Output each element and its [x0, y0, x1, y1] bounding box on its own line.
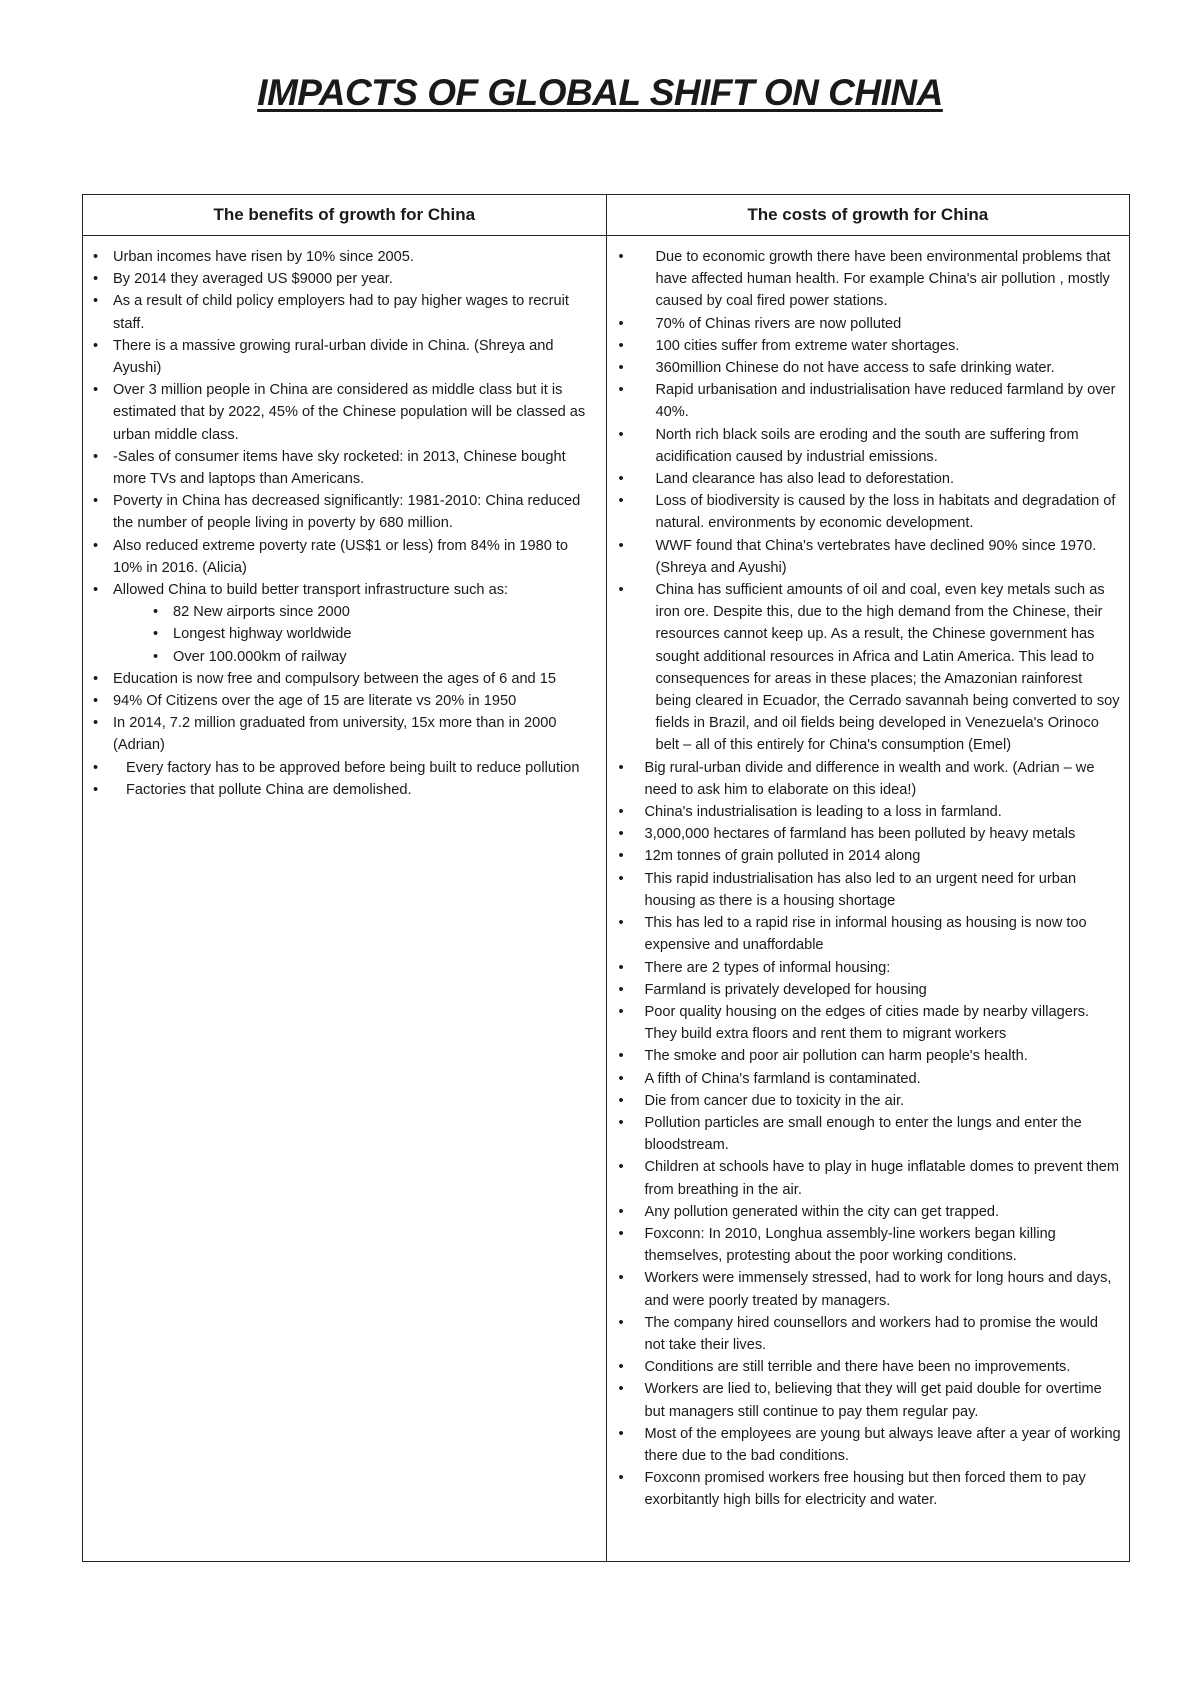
list-item: • China has sufficient amounts of oil and coal, even key metals such as iron ore. Despite this, due to the high demand from the Chinese, their resources cannot keep up. As a result, the Chinese government has sought additional resources in Africa and Latin America. This lead to consequences for areas in these places; the Amazonian rainforest being cleared in Ecuador, the Cerrado savannah being converted to soy fields in Brazil, and oil fields being developed in Venezuela's Orinoco belt – all of this entirely for China's consumption (Emel): [615, 579, 1122, 757]
list-item: • Foxconn: In 2010, Longhua assembly-line workers began killing themselves, protesting about the poor working conditions.: [615, 1223, 1122, 1267]
list-item: • Rapid urbanisation and industrialisation have reduced farmland by over 40%.: [615, 379, 1122, 423]
list-item: • By 2014 they averaged US $9000 per year.: [91, 268, 598, 290]
list-item: • Allowed China to build better transport infrastructure such as:: [91, 579, 598, 601]
list-item: • Any pollution generated within the city can get trapped.: [615, 1201, 1122, 1223]
list-item: • 3,000,000 hectares of farmland has been polluted by heavy metals: [615, 823, 1122, 845]
sub-list-item: • 82 New airports since 2000: [91, 601, 598, 623]
list-item: • Urban incomes have risen by 10% since 2005.: [91, 246, 598, 268]
costs-cell: [606, 236, 1130, 1562]
list-item: • Land clearance has also lead to deforestation.: [615, 468, 1122, 490]
list-item: • Most of the employees are young but always leave after a year of working there due to the bad conditions.: [615, 1423, 1122, 1467]
list-item: • Due to economic growth there have been environmental problems that have affected human health. For example China's air pollution , mostly caused by coal fired power stations.: [615, 246, 1122, 313]
list-item: • WWF found that China's vertebrates have declined 90% since 1970. (Shreya and Ayushi): [615, 535, 1122, 579]
benefits-cell: [83, 236, 607, 1562]
list-item: • 100 cities suffer from extreme water shortages.: [615, 335, 1122, 357]
list-item: • Workers were immensely stressed, had to work for long hours and days, and were poorly treated by managers.: [615, 1267, 1122, 1311]
list-item: • 360million Chinese do not have access to safe drinking water.: [615, 357, 1122, 379]
list-item: • Every factory has to be approved before being built to reduce pollution: [91, 757, 598, 779]
list-item: • 94% Of Citizens over the age of 15 are literate vs 20% in 1950: [91, 690, 598, 712]
list-item: • Children at schools have to play in huge inflatable domes to prevent them from breathing in the air.: [615, 1156, 1122, 1200]
list-item: • Education is now free and compulsory between the ages of 6 and 15: [91, 668, 598, 690]
list-item: • China's industrialisation is leading to a loss in farmland.: [615, 801, 1122, 823]
costs-header: The costs of growth for China: [606, 195, 1130, 236]
list-item: • A fifth of China's farmland is contaminated.: [615, 1068, 1122, 1090]
costs-list: [615, 246, 1122, 1512]
list-item: • Poor quality housing on the edges of cities made by nearby villagers. They build extra floors and rent them to migrant workers: [615, 1001, 1122, 1045]
list-item: • The company hired counsellors and workers had to promise the would not take their lives.: [615, 1312, 1122, 1356]
list-item: • This rapid industrialisation has also led to an urgent need for urban housing as there is a housing shortage: [615, 868, 1122, 912]
list-item: • 70% of Chinas rivers are now polluted: [615, 313, 1122, 335]
list-item: • 12m tonnes of grain polluted in 2014 along: [615, 845, 1122, 867]
benefits-header: The benefits of growth for China: [83, 195, 607, 236]
list-item: • Farmland is privately developed for housing: [615, 979, 1122, 1001]
list-item: • In 2014, 7.2 million graduated from university, 15x more than in 2000 (Adrian): [91, 712, 598, 756]
list-item: • Factories that pollute China are demolished.: [91, 779, 598, 801]
list-item: • Loss of biodiversity is caused by the loss in habitats and degradation of natural. environments by economic development.: [615, 490, 1122, 534]
list-item: • -Sales of consumer items have sky rocketed: in 2013, Chinese bought more TVs and laptops than Americans.: [91, 446, 598, 490]
list-item: • Big rural-urban divide and difference in wealth and work. (Adrian – we need to ask him to elaborate on this idea!): [615, 757, 1122, 801]
list-item: • Pollution particles are small enough to enter the lungs and enter the bloodstream.: [615, 1112, 1122, 1156]
list-item: • Die from cancer due to toxicity in the air.: [615, 1090, 1122, 1112]
comparison-table: [82, 194, 1130, 1562]
document-title: IMPACTS OF GLOBAL SHIFT ON CHINA: [257, 72, 943, 113]
list-item: • As a result of child policy employers had to pay higher wages to recruit staff.: [91, 290, 598, 334]
list-item: • North rich black soils are eroding and the south are suffering from acidification caused by industrial emissions.: [615, 424, 1122, 468]
sub-list-item: • Longest highway worldwide: [91, 623, 598, 645]
list-item: • Over 3 million people in China are considered as middle class but it is estimated that by 2022, 45% of the Chinese population will be classed as urban middle class.: [91, 379, 598, 446]
table-header-row: [83, 195, 1130, 236]
list-item: • This has led to a rapid rise in informal housing as housing is now too expensive and unaffordable: [615, 912, 1122, 956]
list-item: • Foxconn promised workers free housing but then forced them to pay exorbitantly high bills for electricity and water.: [615, 1467, 1122, 1511]
list-item: • The smoke and poor air pollution can harm people's health.: [615, 1045, 1122, 1067]
list-item: • Workers are lied to, believing that they will get paid double for overtime but managers still continue to pay them regular pay.: [615, 1378, 1122, 1422]
list-item: • Also reduced extreme poverty rate (US$1 or less) from 84% in 1980 to 10% in 2016. (Alicia): [91, 535, 598, 579]
sub-list-item: • Over 100.000km of railway: [91, 646, 598, 668]
benefits-list: [91, 246, 598, 801]
list-item: • There are 2 types of informal housing:: [615, 957, 1122, 979]
list-item: • There is a massive growing rural-urban divide in China. (Shreya and Ayushi): [91, 335, 598, 379]
list-item: • Conditions are still terrible and there have been no improvements.: [615, 1356, 1122, 1378]
table-body-row: [83, 236, 1130, 1562]
list-item: • Poverty in China has decreased significantly: 1981-2010: China reduced the number of people living in poverty by 680 million.: [91, 490, 598, 534]
